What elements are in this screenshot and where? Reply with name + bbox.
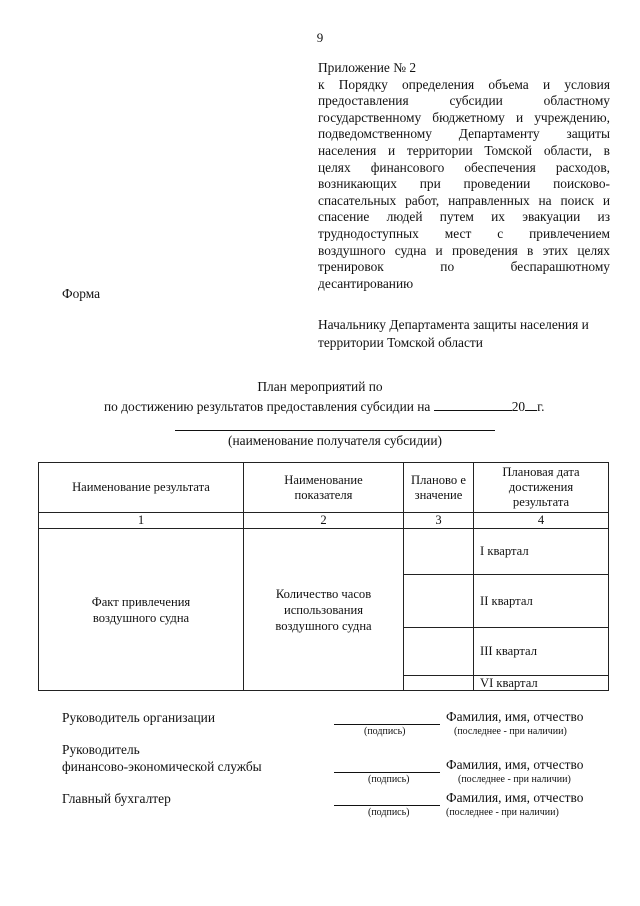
column-number-row — [39, 513, 609, 529]
plan-subtitle — [104, 398, 544, 415]
appendix-line: тренировок по беспарашютному — [318, 259, 610, 275]
header-indicator-name: Наименование показателя — [244, 463, 404, 513]
header-planned-value: Планово е значение — [404, 463, 474, 513]
signature-line — [334, 772, 440, 773]
appendix-line: предоставления субсидии областному — [318, 93, 610, 109]
planned-value-cell — [404, 628, 474, 676]
recipient-name-line — [175, 430, 495, 431]
signature-role-finance — [62, 741, 262, 775]
appendix-line: населения и территории Томской области, в — [318, 142, 610, 158]
plan-table — [38, 462, 609, 691]
appendix-line: спасательных работ, направленных на поиск и — [318, 192, 610, 208]
plan-subtitle-year: 20 — [511, 399, 526, 414]
table-row — [39, 529, 609, 575]
plan-title: План мероприятий по — [257, 379, 383, 394]
plan-subtitle-prefix: по достижению результатов предоставления субсидии на — [104, 399, 431, 414]
signature-role-line: Руководитель — [62, 742, 140, 757]
column-number: 3 — [404, 513, 474, 529]
quarter-cell: III квартал — [474, 628, 609, 676]
quarter-cell: VI квартал — [474, 676, 609, 691]
planned-value-cell — [404, 575, 474, 628]
appendix-line: целях финансового обеспечения расходов, — [318, 159, 610, 175]
signature-role-line: финансово-экономической службы — [62, 759, 262, 774]
column-number: 4 — [474, 513, 609, 529]
page-number: 9 — [316, 30, 324, 45]
quarter-cell: II квартал — [474, 575, 609, 628]
signature-caption: (подпись) — [368, 807, 410, 818]
appendix-line: подведомственному Департаменту защиты — [318, 126, 610, 142]
signature-caption: (подпись) — [364, 726, 406, 737]
signature-line — [334, 724, 440, 725]
recipient-label: (наименование получателя субсидии) — [228, 433, 442, 448]
fio-caption: (последнее - при наличии) — [446, 807, 559, 818]
fio-caption: (последнее - при наличии) — [458, 774, 571, 785]
form-label: Форма — [62, 286, 101, 301]
appendix-block — [318, 60, 610, 292]
signature-line — [334, 805, 440, 806]
plan-subtitle-suffix: г. — [537, 399, 545, 414]
fio-label: Фамилия, имя, отчество — [446, 709, 584, 724]
fio-label: Фамилия, имя, отчество — [446, 757, 584, 772]
year-blank — [525, 398, 537, 411]
signature-role-accountant: Главный бухгалтер — [62, 791, 171, 806]
table-header-row — [39, 463, 609, 513]
indicator-name-cell: Количество часов использования воздушного судна — [244, 529, 404, 691]
column-number: 1 — [39, 513, 244, 529]
appendix-last-line: десантированию — [318, 275, 414, 291]
appendix-line: к Порядку определения объема и условия — [318, 76, 610, 92]
header-planned-date: Плановая дата достижения результата — [474, 463, 609, 513]
fio-caption: (последнее - при наличии) — [454, 726, 567, 737]
appendix-title: Приложение № 2 — [318, 60, 417, 75]
appendix-line: труднодоступных мест с привлечением — [318, 225, 610, 241]
result-name-cell: Факт привлечения воздушного судна — [39, 529, 244, 691]
fio-label: Фамилия, имя, отчество — [446, 790, 584, 805]
signature-caption: (подпись) — [368, 774, 410, 785]
planned-value-cell — [404, 676, 474, 691]
addressee: Начальнику Департамента защиты населения и территории Томской области — [318, 317, 589, 350]
column-number: 2 — [244, 513, 404, 529]
appendix-line: спасение людей путем их эвакуации из — [318, 209, 610, 225]
appendix-line: воздушного судна и проведения в этих целях — [318, 242, 610, 258]
appendix-line: возникающих при проведении поисково- — [318, 176, 610, 192]
date-blank — [434, 398, 512, 411]
planned-value-cell — [404, 529, 474, 575]
signature-role-head: Руководитель организации — [62, 710, 216, 725]
appendix-line: государственному бюджетному и учреждению, — [318, 109, 610, 125]
quarter-cell: I квартал — [474, 529, 609, 575]
header-result-name: Наименование результата — [39, 463, 244, 513]
